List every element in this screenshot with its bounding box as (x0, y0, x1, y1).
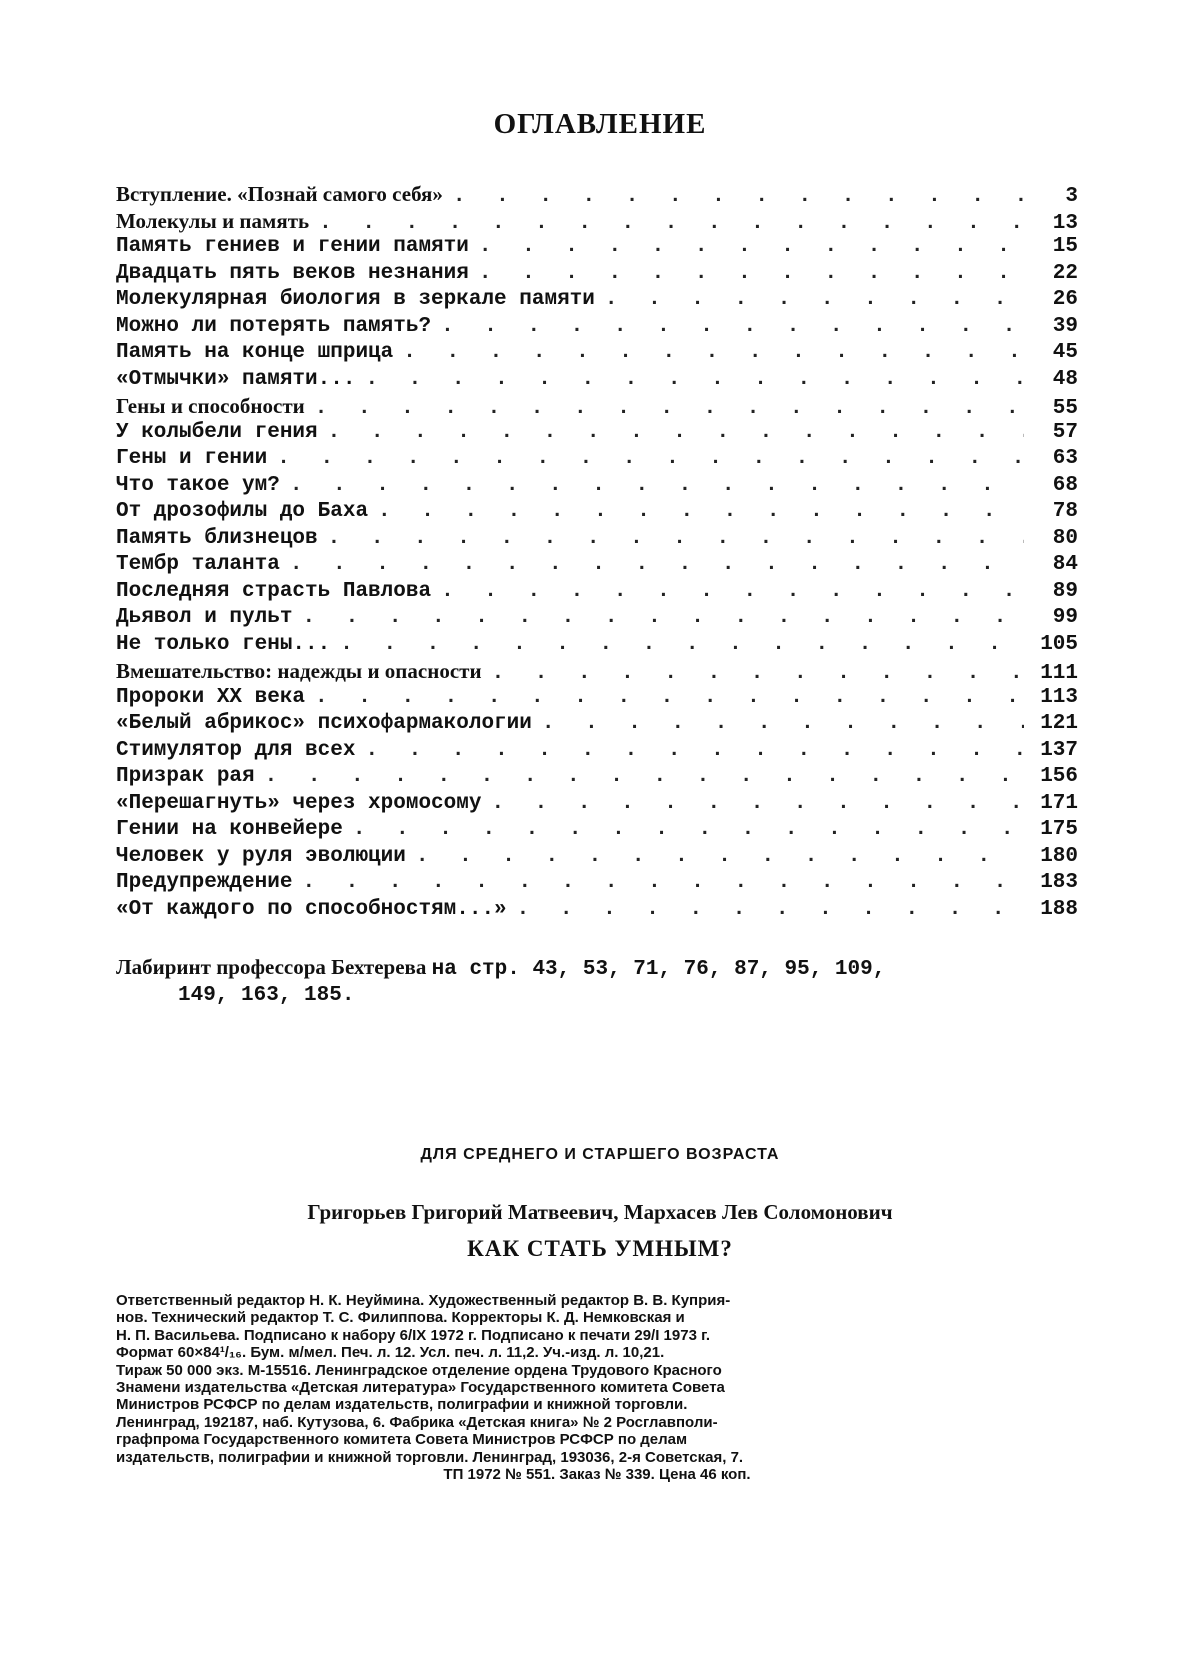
toc-entry-page: 89 (1052, 579, 1078, 603)
toc-entry-title: Пророки XX века (116, 685, 306, 709)
toc-leader-dots (365, 368, 1024, 391)
toc-entry-title: Призрак рая (116, 765, 255, 788)
toc-leader-dots (315, 686, 1024, 709)
toc-leader-dots (441, 580, 1024, 603)
labyrinth-lead: Лабиринт профессора Бехтерева (116, 955, 427, 979)
toc-entry-title: Память на конце шприца (116, 341, 394, 364)
toc-entry-title: Вступление. «Познай самого себя» (116, 182, 443, 206)
toc-entry (116, 739, 1078, 766)
labyrinth-note (116, 954, 1078, 1009)
toc-entry-page: 180 (1040, 844, 1078, 868)
toc-entry-page: 26 (1052, 288, 1078, 311)
toc-entry-title: «От каждого по способностям...» (116, 897, 507, 921)
toc-entry (116, 633, 1078, 660)
toc-entry (116, 871, 1078, 898)
toc-leader-dots (517, 898, 1024, 921)
toc-entry (116, 235, 1078, 262)
toc-entry-page: 188 (1040, 897, 1078, 921)
toc-leader-dots (378, 500, 1024, 523)
toc-leader-dots (403, 341, 1024, 364)
toc-entry (116, 421, 1078, 448)
toc-entry (116, 341, 1078, 368)
toc-entry-page: 15 (1052, 235, 1078, 258)
toc-entry-title: Двадцать пять веков незнания (116, 261, 469, 285)
labyrinth-line-2: 149, 163, 185. (178, 984, 355, 1007)
toc-entry (116, 553, 1078, 580)
toc-leader-dots (315, 397, 1024, 420)
toc-entry-page: 137 (1040, 738, 1078, 762)
toc-entry-page: 22 (1052, 261, 1078, 285)
toc-leader-dots (479, 235, 1024, 258)
imprint-line: Знамени издательства «Детская литература» Государственного комитета Совета (116, 1379, 725, 1397)
toc-entry-page: 78 (1052, 500, 1078, 523)
toc-entry-page: 80 (1052, 526, 1078, 550)
toc-entry (116, 262, 1078, 289)
toc-entry-title: Что такое ум? (116, 473, 280, 497)
book-title: КАК СТАТЬ УМНЫМ? (467, 1236, 733, 1261)
authors: Григорьев Григорий Матвеевич, Мархасев Лев Соломонович (307, 1200, 893, 1224)
toc-entry (116, 500, 1078, 527)
toc-leader-dots (340, 633, 1024, 656)
toc-entry-page: 175 (1040, 818, 1078, 841)
toc-entry-title: «Перешагнуть» через хромосому (116, 791, 482, 815)
toc-leader-dots (353, 818, 1024, 841)
toc-entry-title: У колыбели гения (116, 420, 318, 444)
labyrinth-pages: на стр. 43, 53, 71, 76, 87, 95, 109, (431, 958, 886, 981)
imprint-line: Тираж 50 000 экз. М-15516. Ленинградское отделение ордена Трудового Красного (116, 1361, 722, 1379)
toc-entry-title: «Белый абрикос» психофармакологии (116, 712, 532, 735)
toc-leader-dots (319, 212, 1024, 235)
toc-entry (116, 580, 1078, 607)
imprint-line: Формат 60×84¹/₁₆. Бум. м/мел. Печ. л. 12. Усл. печ. л. 11,2. Уч.-изд. л. 10,21. (116, 1344, 665, 1362)
toc-entry-page: 84 (1052, 553, 1078, 576)
toc-entry (116, 606, 1078, 633)
toc-entry-title: От дрозофилы до Баха (116, 500, 369, 523)
toc-entry-title: Память близнецов (116, 526, 318, 550)
toc-leader-dots (328, 527, 1024, 550)
toc-leader-dots (479, 262, 1024, 285)
toc-entry-title: Гены и гении (116, 447, 268, 470)
toc-entry (116, 792, 1078, 819)
toc-entry (116, 315, 1078, 342)
toc-entry-title: Не только гены... (116, 632, 331, 656)
toc-entry-page: 113 (1040, 685, 1078, 709)
toc-entry-page: 156 (1040, 765, 1078, 788)
toc-leader-dots (453, 185, 1024, 208)
toc-entry-page: 63 (1052, 447, 1078, 470)
imprint-line: Ленинград, 192187, наб. Кутузова, 6. Фабрика «Детская книга» № 2 Росглавполи- (116, 1413, 718, 1431)
age-group: ДЛЯ СРЕДНЕГО И СТАРШЕГО ВОЗРАСТА (420, 1146, 780, 1163)
toc-entry (116, 686, 1078, 713)
imprint-line: графпрома Государственного комитета Совета Министров РСФСР по делам (116, 1431, 688, 1449)
labyrinth-line-1 (116, 954, 1078, 983)
toc-leader-dots (492, 662, 1024, 685)
toc-entry-page: 105 (1040, 632, 1078, 656)
toc-entry (116, 447, 1078, 474)
imprint-line: издательств, полиграфии и книжной торговли. Ленинград, 193036, 2-я Советская, 7. (116, 1448, 744, 1466)
toc-entry (116, 659, 1078, 686)
toc-entry-page: 121 (1040, 712, 1078, 735)
toc-entry-page: 55 (1052, 397, 1078, 420)
toc-entry (116, 474, 1078, 501)
toc-leader-dots (416, 845, 1024, 868)
toc-entry (116, 845, 1078, 872)
toc-entry-title: Последняя страсть Павлова (116, 579, 432, 603)
toc-entry (116, 818, 1078, 845)
toc-entry-title: Гены и способности (116, 394, 305, 418)
toc-entry-page: 171 (1040, 791, 1078, 815)
toc-leader-dots (290, 474, 1024, 497)
toc-entry-page: 183 (1040, 871, 1078, 894)
toc-leader-dots (302, 606, 1024, 629)
toc-entry (116, 765, 1078, 792)
toc-entry (116, 712, 1078, 739)
toc-leader-dots (277, 447, 1024, 470)
toc-leader-dots (265, 765, 1024, 788)
toc-entry (116, 394, 1078, 421)
imprint-line: Министров РСФСР по делам издательств, полиграфии и книжной торговли. (116, 1396, 688, 1414)
toc-leader-dots (328, 421, 1024, 444)
toc-entry-title: Тембр таланта (116, 553, 280, 576)
toc-entry-page: 39 (1052, 314, 1078, 338)
toc-entry (116, 898, 1078, 925)
toc-entry-title: Стимулятор для всех (116, 738, 356, 762)
toc-entry (116, 368, 1078, 395)
toc-entry-title: Память гениев и гении памяти (116, 235, 469, 258)
toc-entry-title: Молекулы и память (116, 208, 310, 233)
toc-leader-dots (542, 712, 1024, 735)
imprint-line: Ответственный редактор Н. К. Неуймина. Художественный редактор В. В. Куприя- (116, 1292, 731, 1309)
toc-entry (116, 288, 1078, 315)
toc-entry-page: 99 (1052, 606, 1078, 629)
toc-leader-dots (441, 315, 1024, 338)
toc-entry-page: 111 (1040, 662, 1078, 685)
toc-entry-title: Вмешательство: надежды и опасности (116, 659, 482, 683)
toc-leader-dots (290, 553, 1024, 576)
imprint-line: Н. П. Васильева. Подписано к набору 6/IX 1972 г. Подписано к печати 29/I 1973 г. (116, 1326, 711, 1344)
toc-entry-title: Гении на конвейере (116, 818, 343, 841)
imprint-block (116, 1292, 1078, 1483)
toc-entry (116, 209, 1078, 236)
table-of-contents (116, 182, 1078, 924)
toc-entry (116, 182, 1078, 209)
imprint-line: нов. Технический редактор Т. С. Филиппова. Корректоры К. Д. Немковская и (116, 1309, 685, 1327)
toc-entry-page: 68 (1052, 473, 1078, 497)
toc-leader-dots (605, 288, 1024, 311)
toc-entry-title: Человек у руля эволюции (116, 844, 406, 868)
toc-entry-page: 13 (1052, 211, 1078, 235)
toc-entry-title: Можно ли потерять память? (116, 314, 432, 338)
imprint-order-line: ТП 1972 № 551. Заказ № 339. Цена 46 коп. (443, 1466, 751, 1484)
toc-leader-dots (365, 739, 1024, 762)
toc-entry-title: Молекулярная биология в зеркале памяти (116, 288, 595, 311)
toc-entry-title: Дьявол и пульт (116, 606, 293, 629)
toc-entry-title: Предупреждение (116, 871, 293, 894)
toc-entry (116, 527, 1078, 554)
toc-entry-title: «Отмычки» памяти... (116, 367, 356, 391)
toc-title: ОГЛАВЛЕНИЕ (493, 108, 707, 140)
toc-leader-dots (491, 792, 1024, 815)
toc-entry-page: 3 (1065, 185, 1078, 208)
toc-entry-page: 48 (1052, 367, 1078, 391)
toc-entry-page: 57 (1052, 420, 1078, 444)
toc-leader-dots (302, 871, 1024, 894)
toc-entry-page: 45 (1052, 341, 1078, 364)
